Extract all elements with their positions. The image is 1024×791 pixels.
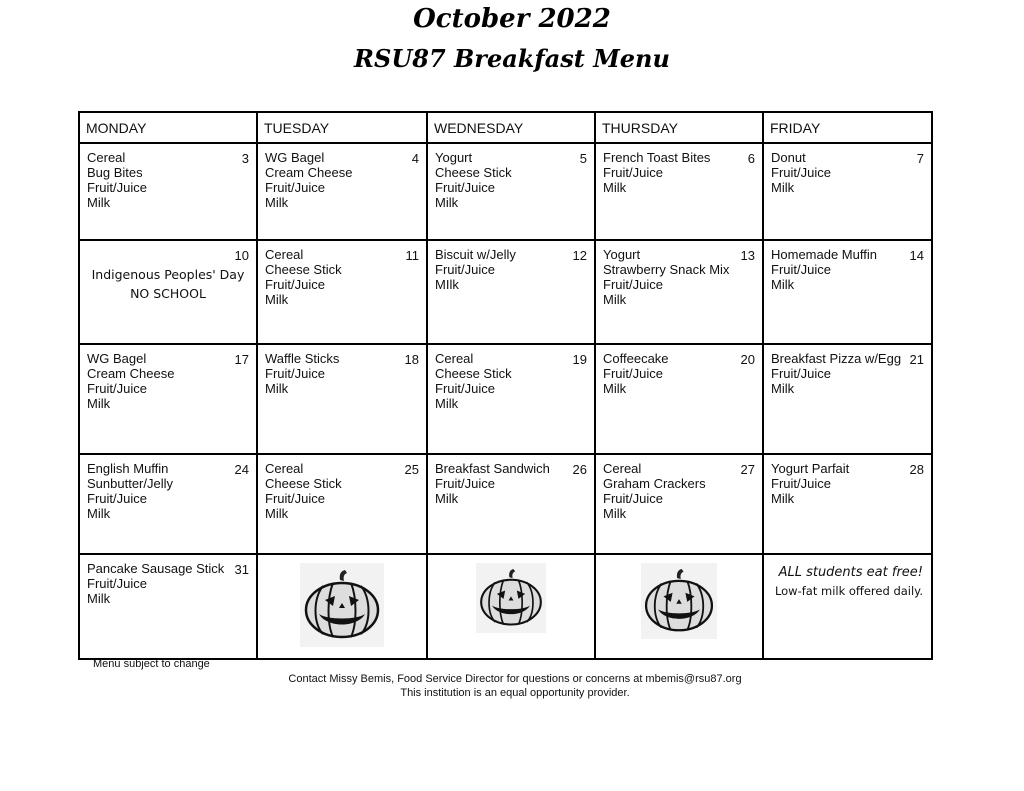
- day-cell: [257, 240, 427, 344]
- menu-item: Milk: [265, 292, 289, 307]
- menu-item: Milk: [265, 506, 289, 521]
- menu-item: Milk: [771, 381, 795, 396]
- day-number: 31: [234, 562, 249, 577]
- menu-item: Fruit/Juice: [435, 381, 495, 396]
- menu-item: Cheese Stick: [265, 262, 342, 277]
- day-number: 24: [234, 462, 249, 477]
- menu-item: Cheese Stick: [435, 366, 512, 381]
- menu-item: Fruit/Juice: [771, 165, 831, 180]
- menu-item: Yogurt: [603, 247, 641, 262]
- day-number: 14: [909, 248, 924, 263]
- menu-item: Milk: [603, 180, 627, 195]
- menu-item: Fruit/Juice: [87, 180, 147, 195]
- day-cell: [763, 344, 932, 454]
- day-number: 6: [747, 151, 755, 166]
- day-header-thursday: THURSDAY: [595, 112, 763, 143]
- menu-item: Cereal: [265, 247, 304, 262]
- milk-note: Low-fat milk offered daily.: [774, 584, 923, 598]
- menu-item: Breakfast Pizza w/Egg: [771, 351, 902, 366]
- day-number: 21: [909, 352, 924, 367]
- week-row-5: [79, 554, 932, 659]
- day-cell: [595, 344, 763, 454]
- menu-item: Fruit/Juice: [603, 165, 663, 180]
- menu-item: Bug Bites: [87, 165, 143, 180]
- menu-item: English Muffin: [87, 461, 169, 476]
- menu-item: Milk: [87, 591, 111, 606]
- day-number: 13: [740, 248, 755, 263]
- menu-item: Donut: [771, 150, 806, 165]
- menu-item: Milk: [265, 195, 289, 210]
- day-number: 26: [572, 462, 587, 477]
- menu-item: Coffeecake: [603, 351, 669, 366]
- day-cell: [763, 143, 932, 240]
- day-cell: [79, 344, 257, 454]
- day-cell: [595, 454, 763, 554]
- menu-item: Milk: [87, 195, 111, 210]
- day-cell: [595, 240, 763, 344]
- menu-item: Yogurt: [435, 150, 473, 165]
- menu-calendar: [78, 111, 933, 660]
- menu-item: Fruit/Juice: [87, 576, 147, 591]
- day-number: 19: [572, 352, 587, 367]
- day-cell: [595, 143, 763, 240]
- week-row-4: [79, 454, 932, 554]
- menu-item: Milk: [435, 396, 459, 411]
- pumpkin-icon: [300, 563, 384, 647]
- menu-item: Fruit/Juice: [771, 476, 831, 491]
- menu-item: Milk: [771, 491, 795, 506]
- menu-item: Cream Cheese: [265, 165, 353, 180]
- pumpkin-cell: [257, 554, 427, 659]
- contact-line: Contact Missy Bemis, Food Service Director for questions or concerns at mbemis@rsu87.org: [288, 673, 742, 685]
- day-number: 27: [740, 462, 755, 477]
- menu-item: Cream Cheese: [87, 366, 175, 381]
- menu-item: Fruit/Juice: [603, 366, 663, 381]
- menu-item: Fruit/Juice: [265, 491, 325, 506]
- holiday-line: Indigenous Peoples' Day: [91, 267, 245, 282]
- menu-item: WG Bagel: [265, 150, 325, 165]
- menu-item: Fruit/Juice: [603, 491, 663, 506]
- menu-item: Fruit/Juice: [771, 262, 831, 277]
- day-header-friday: FRIDAY: [763, 112, 932, 143]
- menu-item: Fruit/Juice: [87, 491, 147, 506]
- day-number: 7: [916, 151, 924, 166]
- day-number: 4: [411, 151, 419, 166]
- menu-item: Milk: [771, 180, 795, 195]
- menu-item: MIlk: [435, 277, 459, 292]
- menu-item: Homemade Muffin: [771, 247, 877, 262]
- menu-item: Milk: [87, 506, 111, 521]
- menu-item: Fruit/Juice: [771, 366, 831, 381]
- menu-item: Cereal: [265, 461, 304, 476]
- day-number: 17: [234, 352, 249, 367]
- day-cell: [79, 454, 257, 554]
- day-number: 25: [404, 462, 419, 477]
- menu-item: Fruit/Juice: [435, 476, 495, 491]
- pumpkin-cell: [595, 554, 763, 659]
- menu-item: Graham Crackers: [603, 476, 706, 491]
- day-cell: [763, 240, 932, 344]
- free-meals-cell: [763, 554, 932, 659]
- menu-item: Fruit/Juice: [265, 277, 325, 292]
- day-number: 3: [241, 151, 249, 166]
- weeks-body: [79, 143, 932, 554]
- menu-item: Cereal: [603, 461, 642, 476]
- day-cell: [427, 454, 595, 554]
- menu-item: Cereal: [435, 351, 474, 366]
- menu-change-note: Menu subject to change: [93, 658, 210, 670]
- free-meals-note: ALL students eat free!: [778, 565, 923, 580]
- day-cell: [257, 454, 427, 554]
- day-cell: [257, 344, 427, 454]
- menu-item: Fruit/Juice: [435, 262, 495, 277]
- day-header-wednesday: WEDNESDAY: [427, 112, 595, 143]
- holiday-note: [80, 265, 256, 303]
- menu-item: French Toast Bites: [603, 150, 711, 165]
- pumpkin-icon: [476, 563, 546, 633]
- menu-item: Fruit/Juice: [435, 180, 495, 195]
- menu-item: Fruit/Juice: [265, 180, 325, 195]
- menu-item: Biscuit w/Jelly: [435, 247, 516, 262]
- day-cell: [257, 143, 427, 240]
- menu-item: Pancake Sausage Stick: [87, 561, 225, 576]
- day-cell: [427, 240, 595, 344]
- menu-item: Milk: [265, 381, 289, 396]
- menu-item: Milk: [603, 381, 627, 396]
- day-number: 18: [404, 352, 419, 367]
- day-cell: [427, 344, 595, 454]
- week-row-1: [79, 143, 932, 240]
- week-row-2: [79, 240, 932, 344]
- day-header-row: [79, 112, 932, 143]
- day-cell: [79, 554, 257, 659]
- day-number: 20: [740, 352, 755, 367]
- menu-item: Milk: [435, 195, 459, 210]
- day-number: 10: [234, 248, 249, 263]
- day-header-monday: MONDAY: [79, 112, 257, 143]
- menu-item: Milk: [603, 292, 627, 307]
- page-subtitle: RSU87 Breakfast Menu: [354, 44, 670, 73]
- menu-item: Strawberry Snack Mix: [603, 262, 730, 277]
- menu-item: Fruit/Juice: [603, 277, 663, 292]
- day-number: 12: [572, 248, 587, 263]
- menu-item: Milk: [771, 277, 795, 292]
- menu-item: Milk: [87, 396, 111, 411]
- menu-item: WG Bagel: [87, 351, 147, 366]
- day-cell: [427, 143, 595, 240]
- pumpkin-cell: [427, 554, 595, 659]
- menu-item: Fruit/Juice: [87, 381, 147, 396]
- day-cell: [79, 240, 257, 344]
- menu-item: Cheese Stick: [265, 476, 342, 491]
- day-number: 11: [405, 248, 419, 263]
- menu-item: Breakfast Sandwich: [435, 461, 550, 476]
- week-row-3: [79, 344, 932, 454]
- menu-item: Milk: [435, 491, 459, 506]
- menu-item: Cheese Stick: [435, 165, 512, 180]
- holiday-line: NO SCHOOL: [130, 286, 206, 301]
- menu-item: Fruit/Juice: [265, 366, 325, 381]
- pumpkin-icon: [641, 563, 717, 639]
- day-cell: [79, 143, 257, 240]
- menu-item: Yogurt Parfait: [771, 461, 850, 476]
- day-cell: [763, 454, 932, 554]
- menu-item: Milk: [603, 506, 627, 521]
- day-number: 5: [579, 151, 587, 166]
- menu-item: Sunbutter/Jelly: [87, 476, 173, 491]
- day-header-tuesday: TUESDAY: [257, 112, 427, 143]
- equal-opportunity-line: This institution is an equal opportunity provider.: [400, 687, 630, 699]
- day-number: 28: [909, 462, 924, 477]
- page-title: October 2022: [413, 4, 611, 34]
- menu-item: Cereal: [87, 150, 126, 165]
- menu-item: Waffle Sticks: [265, 351, 340, 366]
